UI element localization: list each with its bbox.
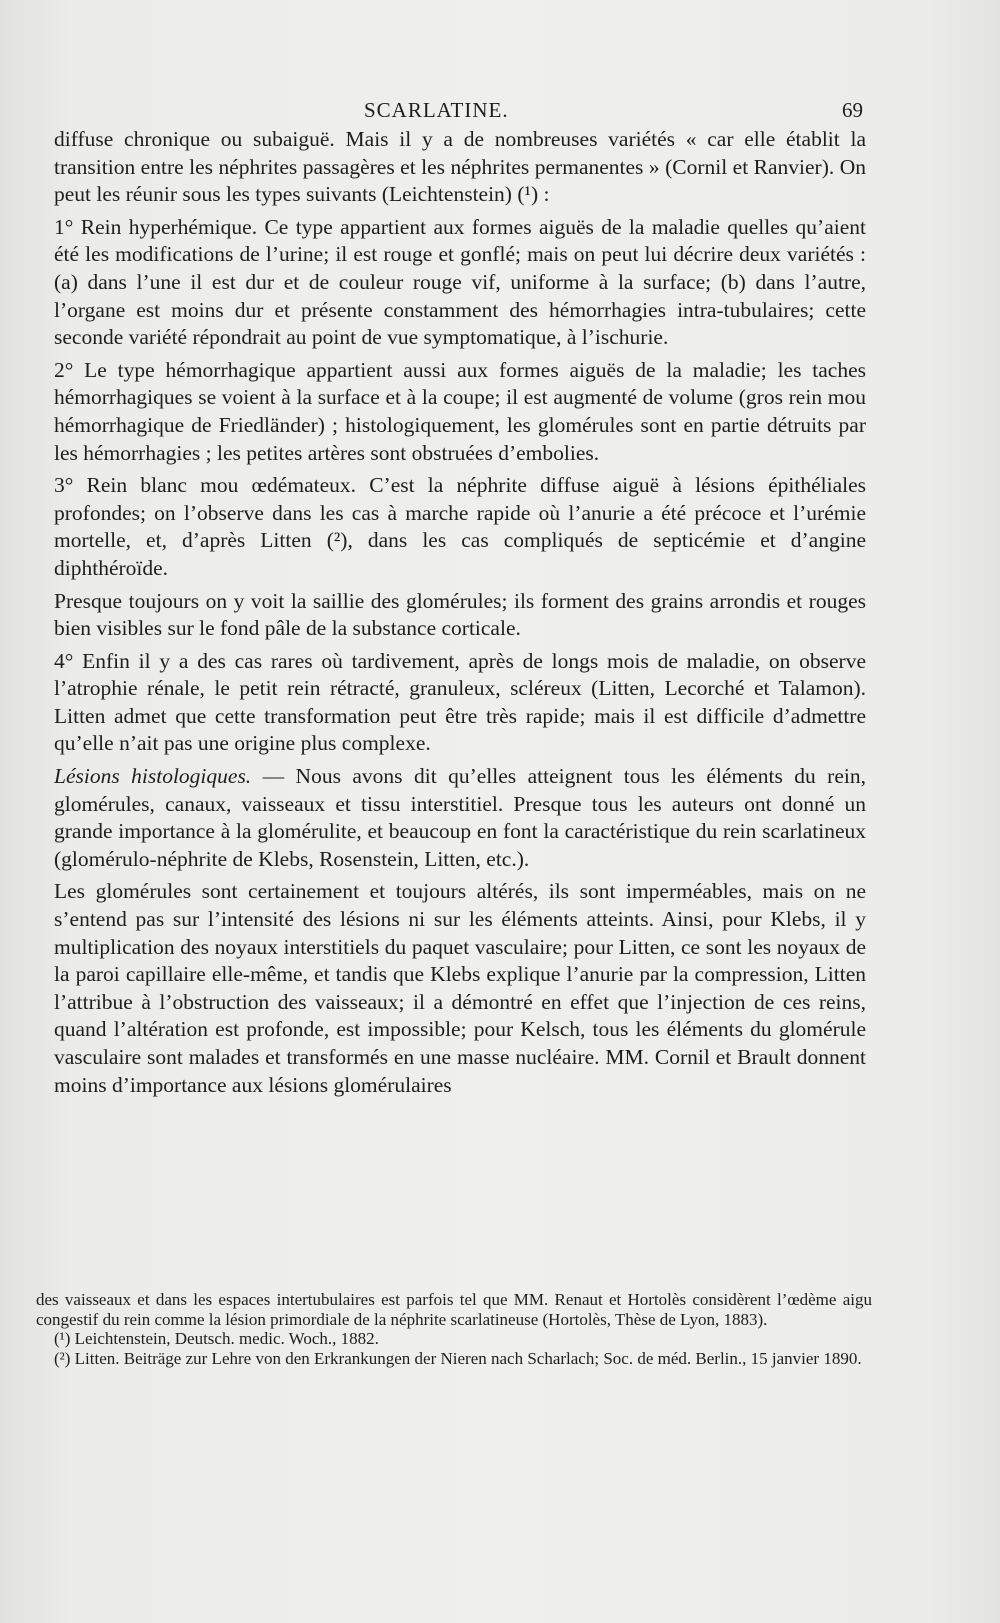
paragraph [54,763,866,873]
page-number: 69 [842,98,863,122]
paragraph-lead: 3° Rein blanc mou œdémateux. [54,473,357,498]
paragraph-text: Presque toujours on y voit la saillie des glomérules; ils forment des grains arrondis et rouges bien visibles sur le fond pâle de la substance corticale. [54,588,866,641]
paragraph [54,126,866,209]
paragraph [54,648,866,758]
footnote: (¹) Leichtenstein, Deutsch. medic. Woch., 1882. [54,1329,379,1348]
paragraph-text: diffuse chronique ou subaiguë. Mais il y a de nombreuses variétés « car elle établit la transition entre les néphrites passagères et les néphrites permanentes » (Cornil et Ranvier). On peut les réunir sous les types suivants (Leichtenstein) (¹) : [54,127,866,207]
paragraph-lead: Les glomérules [54,879,192,904]
paragraph [54,588,866,643]
paragraph-lead: Lésions histologiques. [54,764,252,789]
paragraph-text: C’est la néphrite diffuse aiguë à lésions épithéliales profondes; on l’observe dans les cas à marche rapide où l’anurie a été précoce et l’urémie mortelle, et, d’après Litten (²), dans les cas compliqués de septicémie et d’angine diphthéroïde. [54,473,866,580]
paragraph-text: Enfin il y a des cas rares où tardivement, après de longs mois de maladie, on observe l’atrophie rénale, le petit rein rétracté, granuleux, scléreux (Litten, Lecorché et Talamon). Litten admet que cette transformation peut être très rapide; mais il est difficile d’admettre qu’elle n’ait pas une origine plus complexe. [54,648,866,756]
paragraph-lead: 1° Rein hyperhémique. [54,214,258,239]
paragraph [54,878,866,1099]
footnotes [36,1290,872,1368]
body-text [54,126,866,1099]
paragraph [54,472,866,582]
paragraph [54,357,866,467]
page-header [0,92,1000,128]
footnote-continuation: des vaisseaux et dans les espaces intertubulaires est parfois tel que MM. Renaut et Hortolès considèrent l’œdème aigu congestif du rein comme la lésion primordiale de la néphrite scarlatineuse (Hortolès, Thèse de Lyon, 1883). [36,1290,872,1329]
paragraph-lead: 2° Le type hémorrhagique [54,357,296,382]
paragraph-text: appartient aussi aux formes aiguës de la maladie; les taches hémorrhagiques se voient à la surface et à la coupe; il est augmenté de volume (gros rein mou hémorrhagique de Friedländer) ; histologiquement, les glomérules sont en partie détruits par les hémorrhagies ; les petites artères sont obstruées d’embolies. [54,357,867,465]
paragraph-text: — Nous avons dit qu’elles atteignent tous les éléments du rein, glomérules, canaux, vaisseaux et tissu interstitiel. Presque tous les auteurs ont donné un grande importance à la glomérulite, et beaucoup en font la caractéristique du rein scarlatineux (glomérulo-néphrite de Klebs, Rosenstein, Litten, etc.). [54,764,866,871]
paragraph [54,214,866,352]
paragraph-text: sont certainement et toujours altérés, ils sont imperméables, mais on ne s’entend pas sur l’intensité des lésions ni sur les éléments atteints. Ainsi, pour Klebs, il y multiplication des noyaux interstitiels du paquet vasculaire; pour Litten, ce sont les noyaux de la paroi capillaire elle-même, et tandis que Klebs explique l’anurie par la compression, Litten l’attribue à l’obstruction des vaisseaux; il a démontré en effet que l’injection de ces reins, quand l’altération est profonde, est impossible; pour Kelsch, tous les éléments du glomérule vasculaire sont malades et transformés en une masse nucléaire. MM. Cornil et Brault donnent moins d’importance aux lésions glomérulaires [54,879,866,1097]
running-title: SCARLATINE. [364,98,509,122]
footnote: (²) Litten. Beiträge zur Lehre von den Erkrankungen der Nieren nach Scharlach; Soc. de méd. Berlin., 15 janvier 1890. [54,1348,862,1368]
paragraph-lead: 4° [54,648,74,673]
paragraph-text: Ce type appartient aux formes aiguës de la maladie quelles qu’aient été les modifications de l’urine; il est rouge et gonflé; mais on peut lui décrire deux variétés : (a) dans l’une il est dur et de couleur rouge vif, uniforme à la surface; (b) dans l’autre, l’organe est moins dur et présente constamment des hémorrhagies intra-tubulaires; cette seconde variété répondrait au point de vue symptomatique, à l’ischurie. [54,214,866,350]
